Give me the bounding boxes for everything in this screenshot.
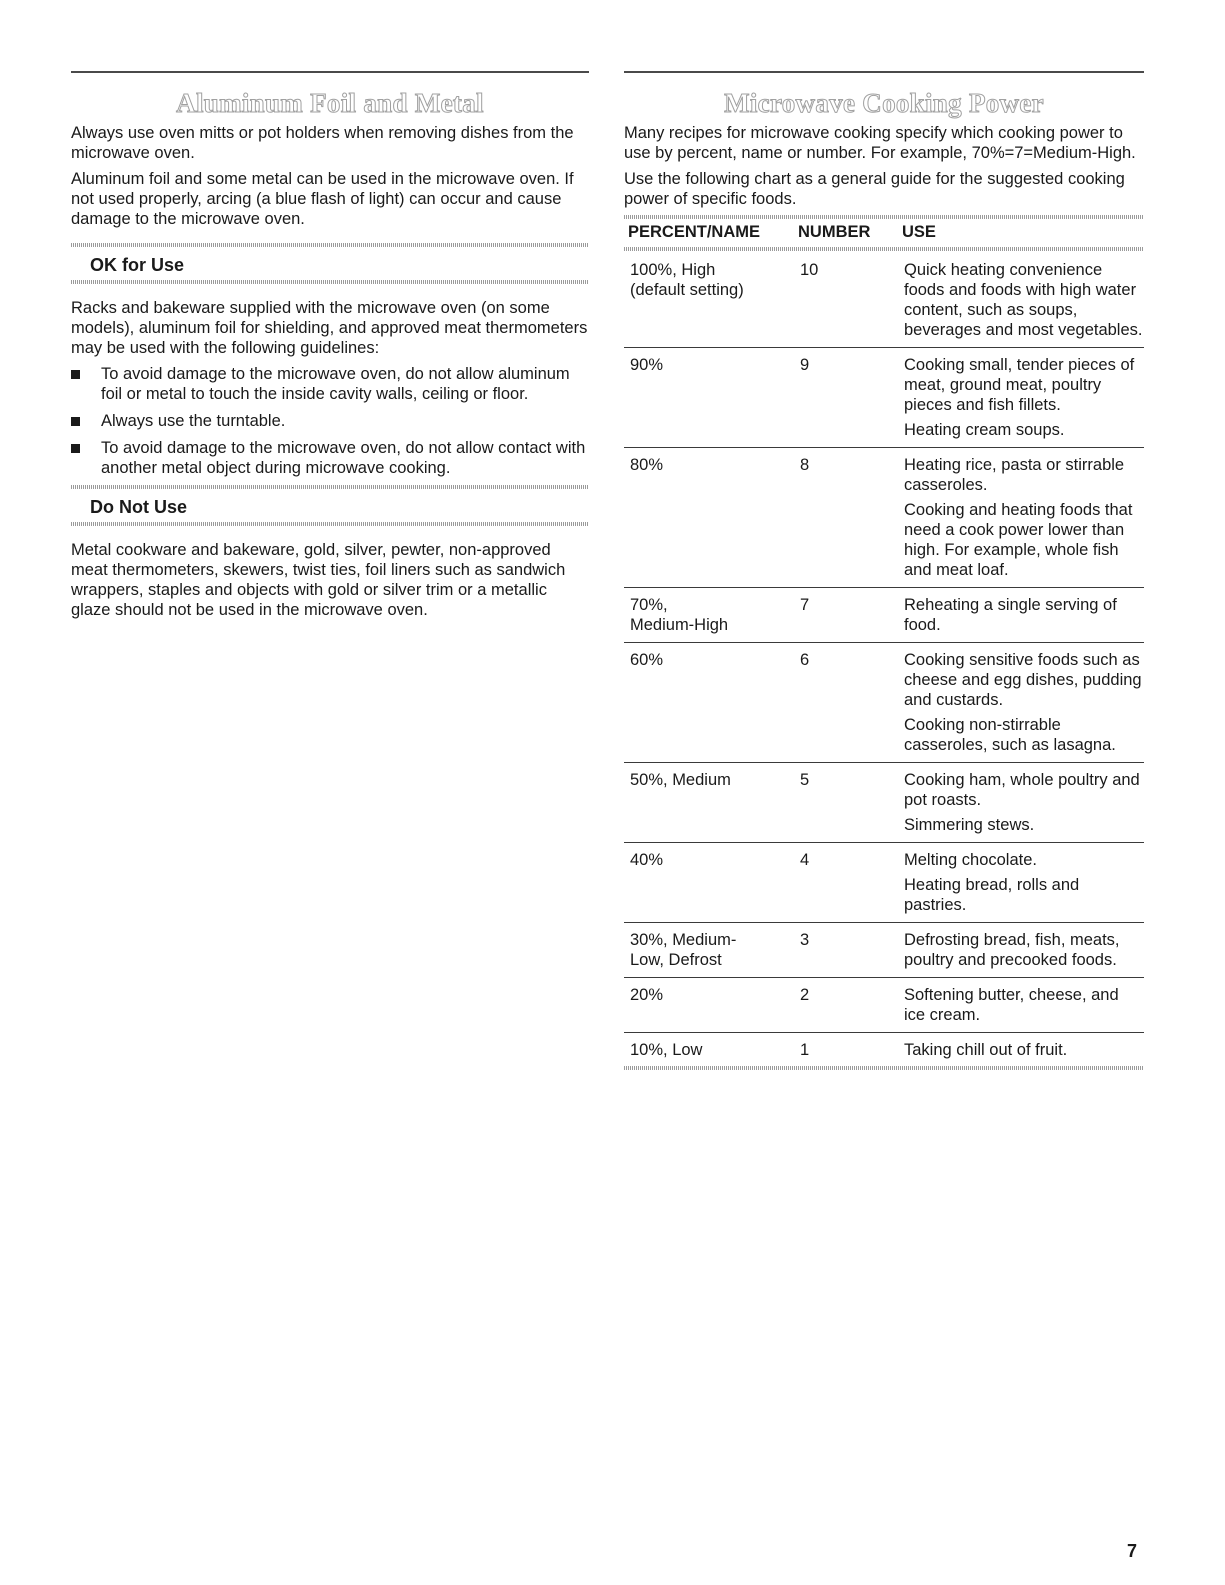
cell-line: Low, Defrost <box>630 951 722 969</box>
use-paragraph: Simmering stews. <box>904 816 1035 834</box>
use-paragraph: Heating rice, pasta or stirrable casseroles. <box>904 456 1125 494</box>
table-row <box>624 643 1144 763</box>
section-title: Aluminum Foil and Metal <box>176 88 484 118</box>
page-number: 7 <box>1127 1541 1138 1561</box>
cell-number: 8 <box>800 456 810 474</box>
cell-line: 20% <box>630 986 664 1004</box>
use-paragraph: Cooking non-stirrable casseroles, such as lasagna. <box>904 716 1116 754</box>
hatched-divider <box>71 522 589 526</box>
cell-use <box>904 850 1144 915</box>
cell-line: 30%, Medium- <box>630 931 737 949</box>
do-not-use-heading: Do Not Use <box>90 497 188 517</box>
use-paragraph: Taking chill out of fruit. <box>904 1041 1068 1059</box>
cooking-power-section <box>624 71 1144 1070</box>
header-use: USE <box>902 223 936 241</box>
intro-paragraph: Many recipes for microwave cooking specify which cooking power to use by percent, name or number. For example, 70%=7=Medium-High. <box>624 124 1136 162</box>
cell-number: 1 <box>800 1041 810 1059</box>
list-item: To avoid damage to the microwave oven, do not allow contact with another metal object during microwave cooking. <box>71 438 589 478</box>
table-row <box>624 978 1144 1033</box>
hatched-divider <box>71 280 589 284</box>
cell-percent-name <box>630 355 800 440</box>
use-paragraph: Defrosting bread, fish, meats, poultry and precooked foods. <box>904 931 1120 969</box>
top-rule <box>71 71 589 73</box>
ok-for-use-heading: OK for Use <box>90 255 185 275</box>
cell-percent-name <box>630 930 800 970</box>
cell-number: 7 <box>800 596 810 614</box>
intro-paragraph: Always use oven mitts or pot holders when removing dishes from the microwave oven. <box>71 124 574 162</box>
use-paragraph: Reheating a single serving of food. <box>904 596 1117 634</box>
use-paragraph: Cooking ham, whole poultry and pot roasts. <box>904 771 1140 809</box>
cell-number: 6 <box>800 651 810 669</box>
square-bullet-icon <box>71 370 80 379</box>
cell-line: 50%, Medium <box>630 771 731 789</box>
aluminum-foil-section <box>71 71 589 626</box>
use-paragraph: Melting chocolate. <box>904 851 1037 869</box>
hatched-divider <box>624 247 1144 251</box>
cell-percent-name <box>630 985 800 1025</box>
table-header <box>624 219 1144 247</box>
cell-use <box>904 455 1144 580</box>
cell-use <box>904 595 1144 635</box>
cell-line: 40% <box>630 851 664 869</box>
square-bullet-icon <box>71 444 80 453</box>
cell-number: 5 <box>800 771 810 789</box>
table-row <box>624 1033 1144 1066</box>
ok-for-use-list <box>71 364 589 478</box>
cell-line: 10%, Low <box>630 1041 703 1059</box>
cell-line: 70%, <box>630 596 668 614</box>
cell-percent-name <box>630 260 800 340</box>
cell-use <box>904 985 1144 1025</box>
do-not-use-text: Metal cookware and bakeware, gold, silver, pewter, non-approved meat thermometers, skewers, twist ties, foil liners such as sandwich wrappers, staples and objects with gold or silver trim or a metallic glaze should not be used in the microwave oven. <box>71 541 566 619</box>
cell-line: (default setting) <box>630 281 744 299</box>
cell-percent-name <box>630 455 800 580</box>
intro-paragraph: Aluminum foil and some metal can be used in the microwave oven. If not used properly, arcing (a blue flash of light) can occur and cause damage to the microwave oven. <box>71 170 574 228</box>
table-row <box>624 348 1144 448</box>
use-paragraph: Heating bread, rolls and pastries. <box>904 876 1080 914</box>
cell-line: 90% <box>630 356 664 374</box>
use-paragraph: Heating cream soups. <box>904 421 1065 439</box>
ok-for-use-text: Racks and bakeware supplied with the microwave oven (on some models), aluminum foil for shielding, and approved meat thermometers may be used with the following guidelines: <box>71 299 588 357</box>
header-percent-name: PERCENT/NAME <box>628 223 761 241</box>
cell-line: 100%, High <box>630 261 716 279</box>
cell-use <box>904 260 1144 340</box>
top-rule <box>624 71 1144 73</box>
use-paragraph: Cooking small, tender pieces of meat, ground meat, poultry pieces and fish fillets. <box>904 356 1135 414</box>
cell-number: 9 <box>800 356 810 374</box>
use-paragraph: Quick heating convenience foods and foods with high water content, such as soups, beverages and most vegetables. <box>904 261 1143 339</box>
cell-percent-name <box>630 770 800 835</box>
list-item: Always use the turntable. <box>71 411 589 431</box>
cell-use <box>904 770 1144 835</box>
cell-use <box>904 355 1144 440</box>
table-row <box>624 843 1144 923</box>
cell-use <box>904 930 1144 970</box>
square-bullet-icon <box>71 417 80 426</box>
hatched-divider <box>624 1066 1144 1070</box>
table-row <box>624 763 1144 843</box>
cell-number: 10 <box>800 261 819 279</box>
cell-percent-name <box>630 595 800 635</box>
table-row <box>624 253 1144 348</box>
table-row <box>624 588 1144 643</box>
cell-number: 3 <box>800 931 810 949</box>
header-number: NUMBER <box>798 223 871 241</box>
cooking-power-table <box>624 253 1144 1066</box>
section-title: Microwave Cooking Power <box>724 88 1044 118</box>
cell-number: 4 <box>800 851 810 869</box>
cell-number: 2 <box>800 986 810 1004</box>
cell-line: 80% <box>630 456 664 474</box>
cell-percent-name <box>630 650 800 755</box>
use-paragraph: Softening butter, cheese, and ice cream. <box>904 986 1119 1024</box>
use-paragraph: Cooking sensitive foods such as cheese and egg dishes, pudding and custards. <box>904 651 1142 709</box>
cell-line: Medium-High <box>630 616 729 634</box>
cell-line: 60% <box>630 651 664 669</box>
cell-percent-name <box>630 850 800 915</box>
table-row <box>624 448 1144 588</box>
intro-paragraph: Use the following chart as a general guide for the suggested cooking power of specific foods. <box>624 170 1125 208</box>
cell-use <box>904 1040 1144 1060</box>
table-row <box>624 923 1144 978</box>
use-paragraph: Cooking and heating foods that need a cook power lower than high. For example, whole fish and meat loaf. <box>904 501 1133 579</box>
list-item: To avoid damage to the microwave oven, do not allow aluminum foil or metal to touch the inside cavity walls, ceiling or floor. <box>71 364 589 404</box>
cell-use <box>904 650 1144 755</box>
cell-percent-name <box>630 1040 800 1060</box>
